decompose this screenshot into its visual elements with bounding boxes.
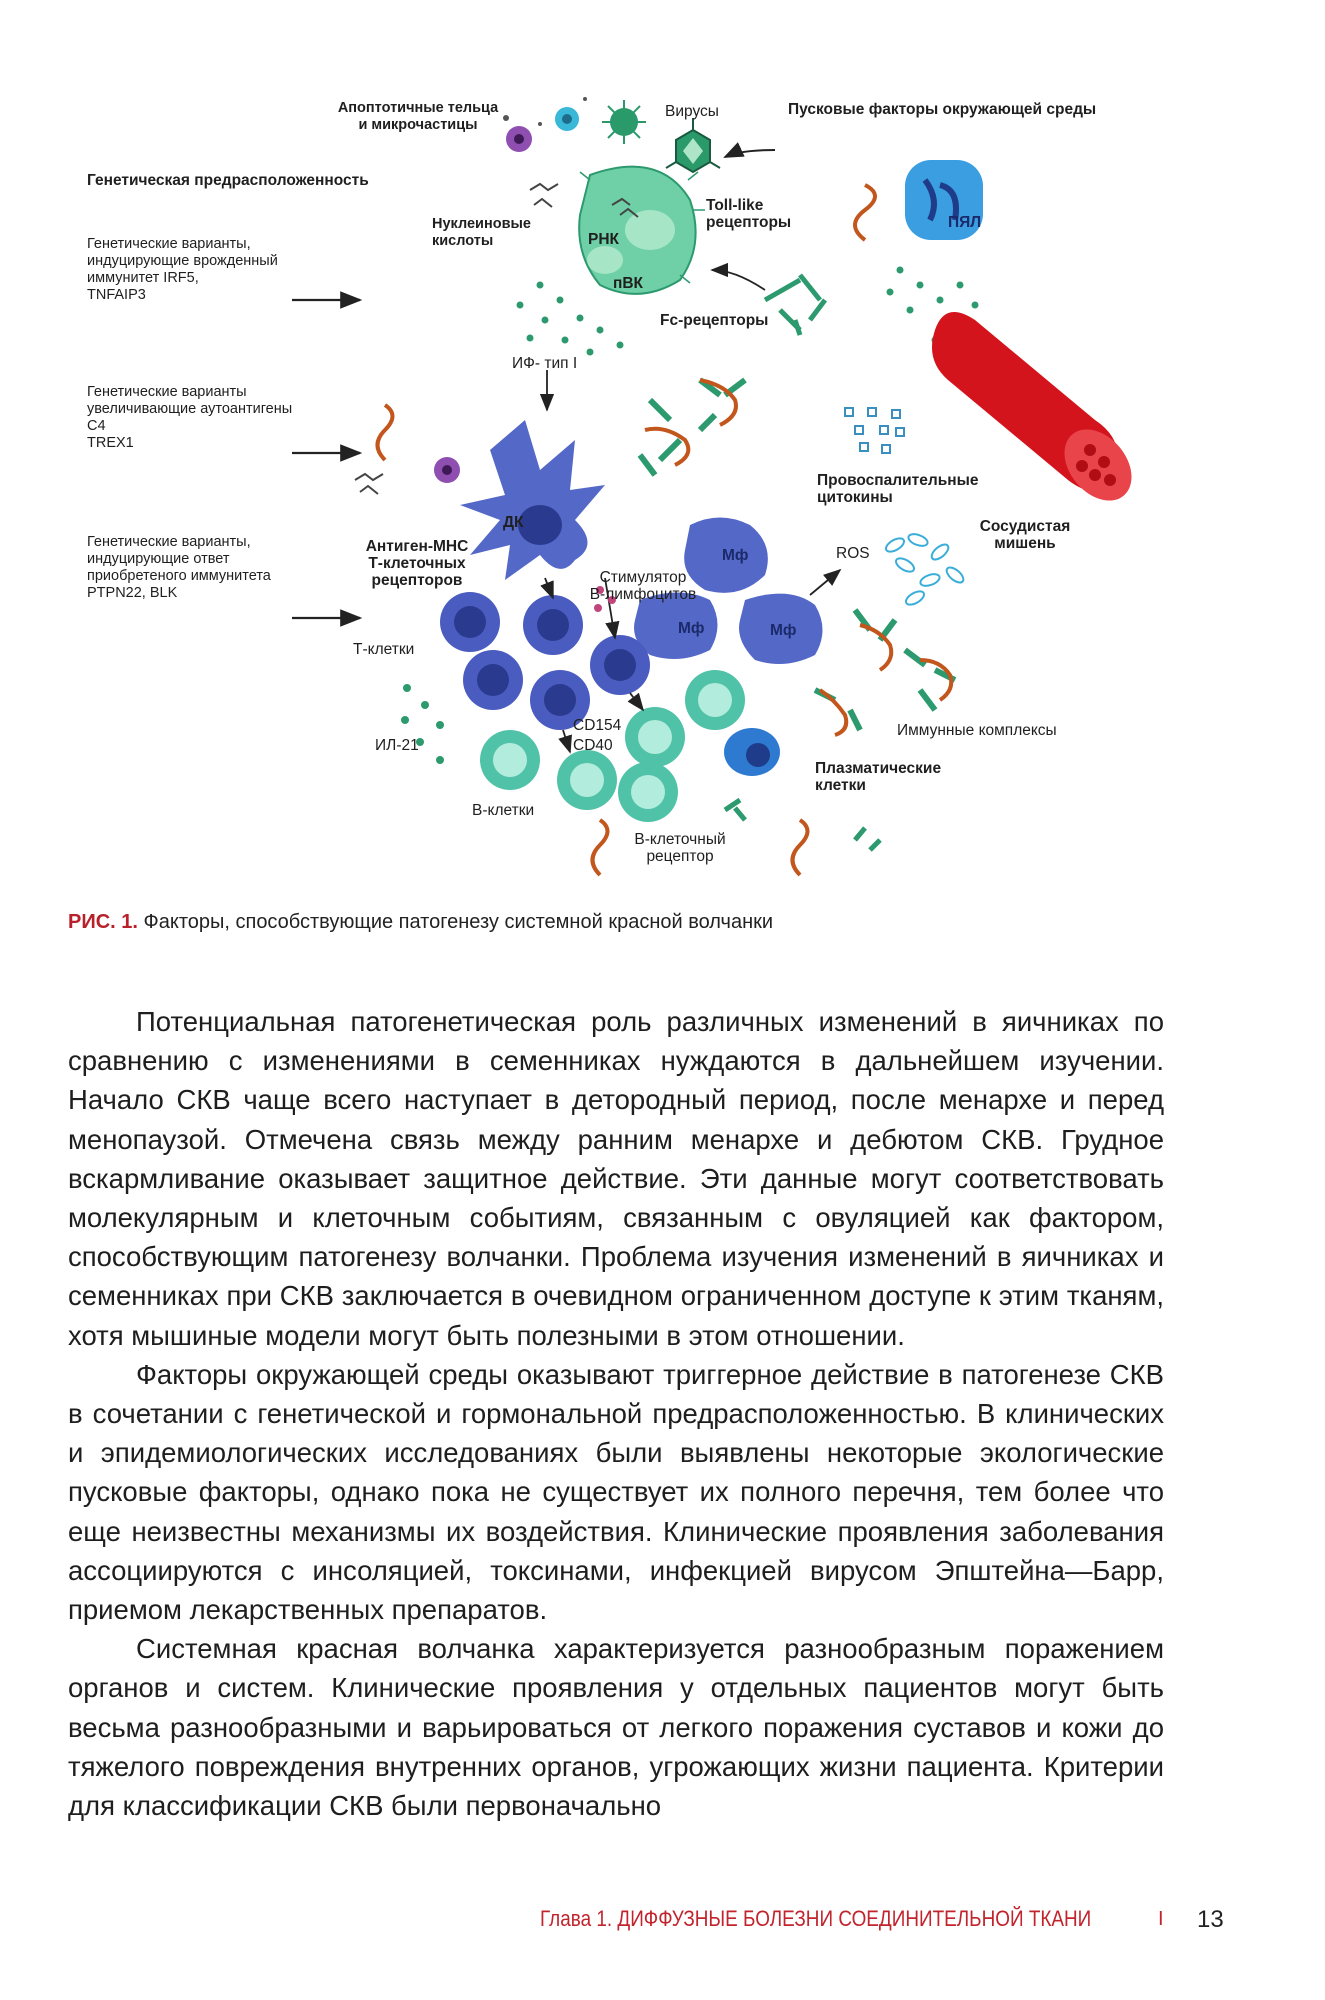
pathogenesis-figure xyxy=(0,0,1325,900)
ros-icons xyxy=(884,532,966,607)
nucleic-acid-icon-2 xyxy=(355,474,383,494)
label-mf-1: Мф xyxy=(722,547,749,564)
label-genetic: Генетическая предрасположенность xyxy=(87,172,369,189)
label-apoptotic: Апоптотичные тельца и микрочастицы xyxy=(337,100,499,133)
page-number: 13 xyxy=(1197,1906,1224,1933)
label-cd154: CD154 xyxy=(573,717,622,734)
dna-icon-8 xyxy=(593,820,608,875)
label-ros: ROS xyxy=(836,545,870,562)
label-stim: Стимулятор В-лимфоцитов xyxy=(589,569,697,603)
dna-icon-9 xyxy=(793,820,808,875)
label-vascular: Сосудистая мишень xyxy=(979,518,1071,552)
dna-icon-1 xyxy=(855,185,875,240)
dna-icon-3 xyxy=(645,429,688,465)
label-il21: ИЛ-21 xyxy=(375,737,419,754)
label-pvk: пВК xyxy=(613,275,644,292)
label-env-triggers: Пусковые факторы окружающей среды xyxy=(788,101,1097,118)
label-immune-complex: Иммунные комплексы xyxy=(897,722,1057,739)
env-arrow xyxy=(725,150,775,157)
label-rnk: РНК xyxy=(588,231,619,248)
label-fc: Fc-рецепторы xyxy=(660,312,769,329)
paragraph-2: Факторы окружающей среды оказывают триггерное действие в патогенезе СКВ в сочетании с генетической и гормональной предрасположенностью. В клинических и эпидемиологических исследованиях были выявлены некоторые экологические пусковые факторы, однако пока не существует их полного перечня, тем более что еще неизвестны механизмы их воздействия. Клинические проявления заболевания ассоциируются с инсоляцией, токсинами, инфекцией вирусом Эпштейна—Барр, приемом лекарственных препаратов. xyxy=(68,1358,1164,1626)
label-tlr: Toll-like рецепторы xyxy=(706,197,792,231)
figure-caption xyxy=(68,911,773,934)
ifn-dots xyxy=(517,282,624,356)
label-plasma: Плазматические клетки xyxy=(815,760,942,794)
label-pyal: ПЯЛ xyxy=(948,214,982,231)
label-bcr: В-клеточный рецептор xyxy=(634,831,726,865)
t-cells xyxy=(440,592,650,730)
ros-arrow xyxy=(810,570,840,595)
caption-number: РИС. 1. xyxy=(68,911,138,933)
cytokine-icons xyxy=(845,408,904,453)
caption-text: Факторы, способствующие патогенезу системной красной волчанки xyxy=(137,911,774,933)
label-nucleic: Нуклеиновые кислоты xyxy=(432,216,531,249)
label-cytokines: Провоспалительные цитокины xyxy=(817,472,979,506)
immune-complex-right xyxy=(815,610,955,730)
label-if: ИФ- тип I xyxy=(512,355,578,372)
footer-chapter: Глава 1. ДИФФУЗНЫЕ БОЛЕЗНИ СОЕДИНИТЕЛЬНОЙ ТКАНИ xyxy=(540,1906,1092,1931)
paragraph-3: Системная красная волчанка характеризуется разнообразным поражением органов и систем. Клинические проявления у отдельных пациентов могут быть весьма разнообразными и варьироваться от легкого поражения суставов и кожи до тяжелого повреждения внутренних органов, угрожающих жизни пациента. Критерии для классификации СКВ были первоначально xyxy=(68,1633,1164,1822)
label-viruses: Вирусы xyxy=(665,103,719,120)
fc-complex-icon xyxy=(765,275,825,335)
apoptotic-cell-2-nucleus xyxy=(442,465,452,475)
label-mf-3: Мф xyxy=(770,622,797,639)
label-bcells: В-клетки xyxy=(472,802,535,819)
label-antigen: Антиген-MHC Т-клеточных рецепторов xyxy=(365,538,469,589)
footer-separator: I xyxy=(1158,1908,1164,1930)
paragraph-1: Потенциальная патогенетическая роль различных изменений в яичниках по сравнению с изменениями в семенниках нуждаются в дальнейшем изучении. Начало СКВ чаще всего наступает в детородный период, после менархе и перед менопаузой. Отмечена связь между ранним менархе и дебютом СКВ. Грудное вскармливание оказывает защитное действие. Эти данные могут соответствовать молекулярным и клеточным событиям, связанным с овуляцией как фактором, способствующим патогенезу волчанки. Проблема изучения изменений в яичниках и семенниках при СКВ заключается в очевидном ограниченном доступе к этим тканям, хотя мышиные модели могут быть полезными в этом отношении. xyxy=(68,1006,1164,1351)
body-text xyxy=(68,1002,1164,1825)
fc-arrow xyxy=(712,270,765,290)
label-gen-var-2: Генетические варианты увеличивающие аутоантигены C4 TREX1 xyxy=(87,384,293,451)
label-gen-var-3: Генетические варианты, индуцирующие ответ приобретеного иммунитета PTPN22, BLK xyxy=(87,534,271,601)
label-gen-var-1: Генетические варианты, индуцирующие врожденный иммунитет IRF5, TNFAIP3 xyxy=(87,236,278,303)
label-cd40: CD40 xyxy=(573,737,613,754)
plasma-cell xyxy=(724,728,780,776)
label-mf-2: Мф xyxy=(678,620,705,637)
label-dk: ДК xyxy=(503,514,524,531)
dna-icon-4 xyxy=(378,405,393,460)
label-tcells: Т-клетки xyxy=(353,641,415,658)
